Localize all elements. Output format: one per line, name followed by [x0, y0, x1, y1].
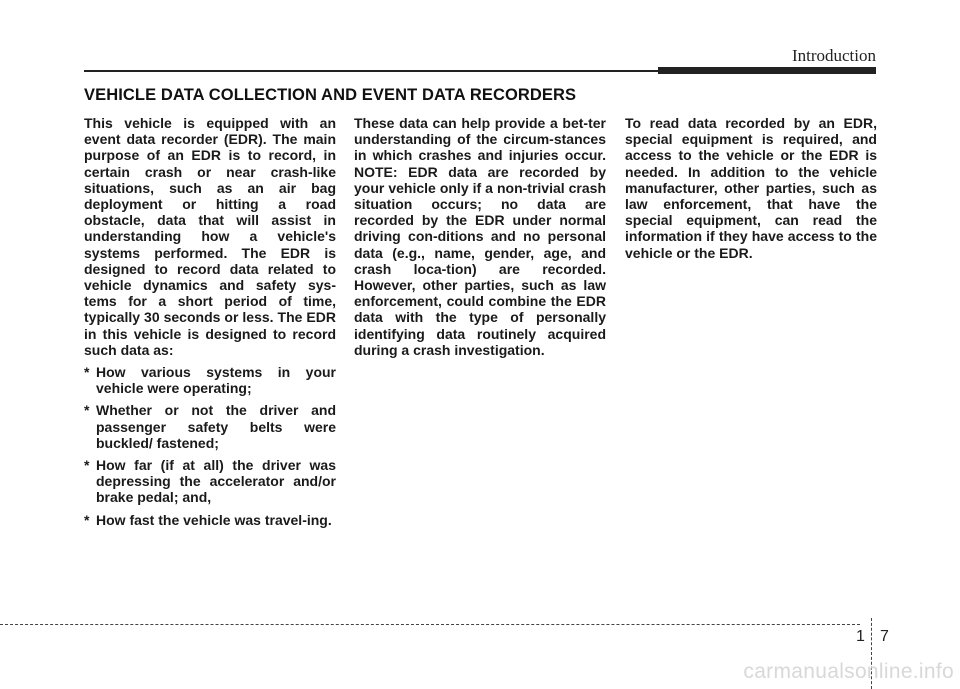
header-rule-thin	[84, 70, 664, 72]
list-item-text: How fast the vehicle was travel-ing.	[96, 511, 332, 528]
list-item-text: How various systems in your vehicle were operating;	[96, 364, 336, 397]
page-number: 7	[880, 628, 889, 645]
asterisk-bullet: *	[84, 457, 90, 474]
text-column-1	[84, 115, 336, 534]
list-item	[84, 402, 336, 451]
list-item-text: Whether or not the driver and passenger safety belts were buckled/ fastened;	[96, 402, 336, 451]
section-heading: VEHICLE DATA COLLECTION AND EVENT DATA RECORDERS	[84, 86, 577, 104]
asterisk-bullet: *	[84, 402, 90, 419]
recorded-data-list	[84, 364, 336, 528]
page-header-title: Introduction	[791, 46, 876, 65]
chapter-number: 1	[856, 628, 865, 645]
list-item	[84, 457, 336, 506]
header-rule-thick	[658, 67, 876, 74]
edr-data-paragraph: These data can help provide a bet-ter understanding of the circum-stances in which crashes and injuries occur. NOTE: EDR data are recorded by your vehicle only if a non-trivial crash situation occurs; no data are recorded by the EDR under normal driving con-ditions and no personal data (e.g., name, gender, age, and crash loca-tion) are recorded. However, other parties, such as law enforcement, could combine the EDR data with the type of personally identifying data routinely acquired during a crash investigation.	[354, 115, 606, 358]
list-item	[84, 512, 336, 528]
site-watermark: carmanualsonline.info	[743, 660, 954, 683]
asterisk-bullet: *	[84, 511, 90, 528]
text-column-3	[625, 115, 877, 267]
list-item	[84, 364, 336, 396]
text-column-2	[354, 115, 606, 364]
edr-access-paragraph: To read data recorded by an EDR, special equipment is required, and access to the vehicle or the EDR is needed. In addition to the vehicle manufacturer, other parties, such as law enforcement, that have the special equipment, can read the information if they have access to the vehicle or the EDR.	[625, 115, 877, 261]
asterisk-bullet: *	[84, 364, 90, 381]
footer-dashed-rule	[0, 624, 860, 625]
intro-paragraph: This vehicle is equipped with an event data recorder (EDR). The main purpose of an EDR is to record, in certain crash or near crash-like situations, such as an air bag deployment or hitting a road obstacle, data that will assist in understanding how a vehicle's systems performed. The EDR is designed to record data related to vehicle dynamics and safety sys-tems for a short period of time, typically 30 seconds or less. The EDR in this vehicle is designed to record such data as:	[84, 115, 336, 358]
list-item-text: How far (if at all) the driver was depressing the accelerator and/or brake pedal; and,	[96, 457, 336, 506]
